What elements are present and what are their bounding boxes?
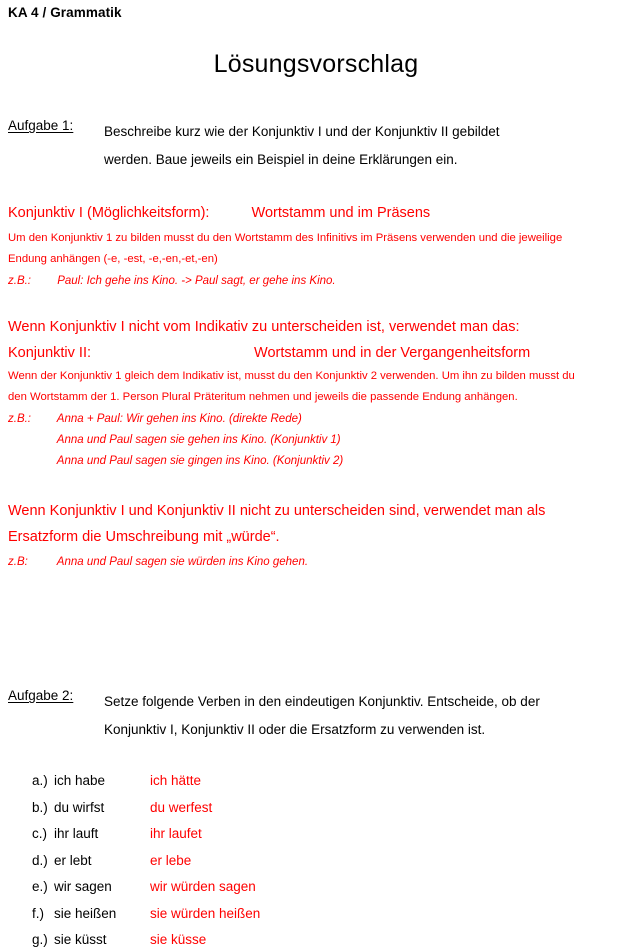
konjunktiv-2-example-line-1: Anna + Paul: Wir gehen ins Kino. (direkte Rede)	[56, 413, 302, 425]
answer-value: er lebe	[150, 852, 192, 868]
answer-value: sie küsse	[150, 932, 207, 947]
answer-row	[32, 848, 260, 875]
ersatzform-example-text: Anna und Paul sagen sie würden ins Kino gehen.	[56, 556, 309, 568]
konjunktiv-1-example-row	[8, 271, 626, 292]
konjunktiv-2-heading	[8, 340, 622, 366]
konjunktiv-1-explanation-line-2: Endung anhängen (-e, -est, -e,-en,-et,-en)	[8, 253, 218, 265]
answer-row	[32, 901, 260, 928]
konjunktiv-2-example-row-2	[8, 430, 626, 451]
konjunktiv-2-example-tag: z.B.:	[8, 413, 32, 425]
task-1-block	[8, 118, 618, 174]
answer-prompt: sie heißen	[54, 905, 117, 921]
task-2-text	[104, 688, 618, 744]
konjunktiv-1-example-text: Paul: Ich gehe ins Kino. -> Paul sagt, er gehe ins Kino.	[57, 275, 336, 287]
ersatzform-example	[8, 552, 626, 573]
answer-value: du werfest	[150, 799, 213, 815]
task-2-line-1: Setze folgende Verben in den eindeutigen Konjunktiv. Entscheide, ob der	[104, 694, 540, 709]
answer-row	[32, 927, 260, 952]
answer-key: c.)	[32, 826, 47, 841]
answer-row	[32, 795, 260, 822]
answer-value: sie würden heißen	[150, 905, 261, 921]
answer-row	[32, 874, 260, 901]
answer-prompt: er lebt	[54, 852, 92, 868]
konjunktiv-1-heading-left: Konjunktiv I (Möglichkeitsform):	[8, 205, 210, 221]
konjunktiv-2-explanation-line-1: Wenn der Konjunktiv 1 gleich dem Indikativ ist, musst du den Konjunktiv 2 verwenden. Um ihn zu bilden musst du	[8, 370, 575, 382]
task-1-text	[104, 118, 618, 174]
ersatzform-line-2: Ersatzform die Umschreibung mit „würde“.	[8, 529, 280, 545]
konjunktiv-2-example-row-1	[8, 409, 626, 430]
ersatzform-example-row	[8, 552, 626, 573]
answer-list	[32, 768, 260, 952]
ersatzform-example-tag: z.B:	[8, 556, 28, 568]
answer-key: b.)	[32, 799, 48, 815]
task-1-label: Aufgabe 1:	[8, 118, 74, 133]
answer-key: e.)	[32, 879, 48, 894]
answer-value: wir würden sagen	[150, 879, 256, 894]
task-1-line-1: Beschreibe kurz wie der Konjunktiv I und der Konjunktiv II gebildet	[104, 124, 500, 139]
konjunktiv-2-example-line-3: Anna und Paul sagen sie gingen ins Kino. (Konjunktiv 2)	[56, 455, 344, 467]
task-1-line-2: werden. Baue jeweils ein Beispiel in deine Erklärungen ein.	[104, 152, 458, 167]
answer-row	[32, 768, 260, 795]
answer-key: a.)	[32, 773, 48, 788]
answer-value: ich hätte	[150, 773, 202, 788]
answer-prompt: wir sagen	[54, 879, 112, 894]
konjunktiv-1-example-tag: z.B.:	[8, 275, 32, 287]
answer-key: d.)	[32, 852, 48, 868]
ersatzform-line-1: Wenn Konjunktiv I und Konjunktiv II nicht zu unterscheiden sind, verwendet man als	[8, 503, 546, 519]
task-2-line-2: Konjunktiv I, Konjunktiv II oder die Ersatzform zu verwenden ist.	[104, 722, 486, 737]
konjunktiv-2-explanation	[8, 366, 626, 408]
konjunktiv-1-heading	[8, 200, 622, 226]
konjunktiv-2-example-line-2: Anna und Paul sagen sie gehen ins Kino. (Konjunktiv 1)	[56, 434, 341, 446]
konjunktiv-2-intro: Wenn Konjunktiv I nicht vom Indikativ zu unterscheiden ist, verwendet man das:	[8, 319, 520, 335]
task-2-block	[8, 688, 618, 744]
konjunktiv-1-explanation-line-1: Um den Konjunktiv 1 zu bilden musst du den Wortstamm des Infinitivs im Präsens verwenden und die jeweilige	[8, 232, 563, 244]
answer-prompt: ich habe	[54, 773, 106, 788]
answer-value: ihr laufet	[150, 826, 202, 841]
answer-prompt: du wirfst	[54, 799, 105, 815]
answer-prompt: sie küsst	[54, 932, 107, 947]
konjunktiv-2-heading-left: Konjunktiv II:	[8, 345, 92, 361]
page-title: Lösungsvorschlag	[213, 50, 419, 78]
konjunktiv-2-example-row-3	[8, 451, 626, 472]
answer-prompt: ihr lauft	[54, 826, 99, 841]
answer-row	[32, 821, 260, 848]
konjunktiv-1-heading-right: Wortstamm und im Präsens	[251, 205, 431, 221]
course-header: KA 4 / Grammatik	[8, 5, 122, 20]
answer-key: g.)	[32, 932, 48, 947]
konjunktiv-1-explanation	[8, 228, 626, 270]
konjunktiv-2-examples	[8, 409, 626, 472]
task-2-label: Aufgabe 2:	[8, 688, 74, 703]
konjunktiv-2-explanation-line-2: den Wortstamm der 1. Person Plural Präteritum nehmen und jeweils die passende Endung anhängen.	[8, 391, 518, 403]
konjunktiv-2-heading-right: Wortstamm und in der Vergangenheitsform	[254, 345, 531, 361]
konjunktiv-1-example	[8, 271, 626, 292]
answer-key: f.)	[32, 905, 44, 921]
